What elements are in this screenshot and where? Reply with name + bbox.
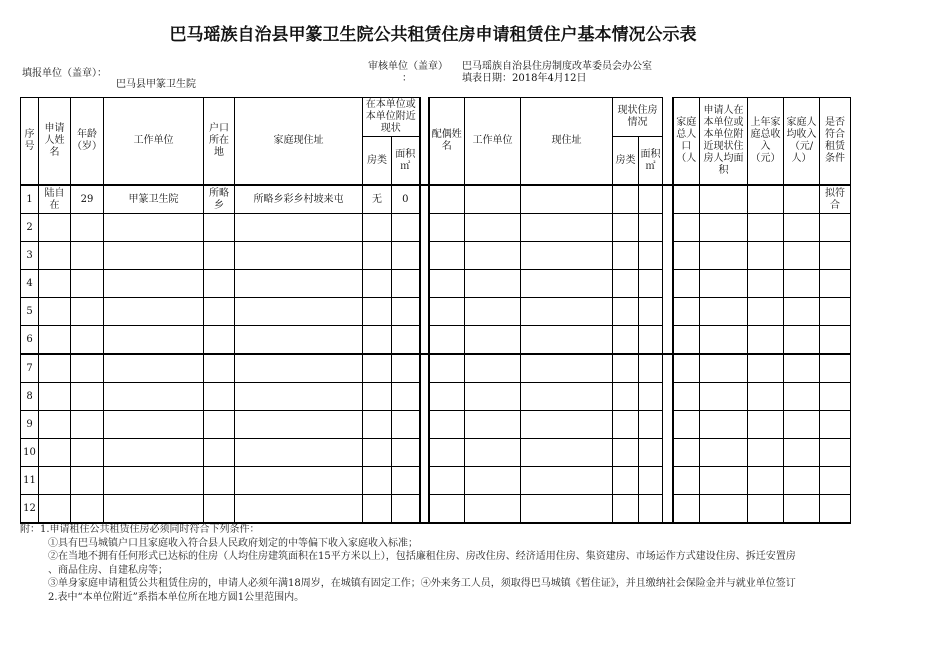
- gap: [420, 98, 429, 186]
- cell-address: [235, 411, 363, 439]
- cell-per-capita-area: [700, 326, 748, 355]
- cell-seq: 6: [21, 326, 39, 355]
- cell-area: [392, 411, 420, 439]
- gap: [663, 354, 673, 383]
- cell-per-capita-income: [784, 185, 820, 214]
- cell-age: [71, 242, 104, 270]
- cell-work: [104, 439, 204, 467]
- cell-work: [104, 214, 204, 242]
- cell-spouse-house-type: [613, 326, 639, 355]
- filler-label: 填报单位（盖章）：: [22, 68, 107, 79]
- cell-income: [748, 242, 784, 270]
- cell-area: [392, 495, 420, 524]
- cell-seq: 5: [21, 298, 39, 326]
- header-spouse: 配偶姓名: [429, 98, 465, 186]
- cell-age: [71, 439, 104, 467]
- header-area: 面积㎡: [392, 137, 420, 186]
- cell-income: [748, 495, 784, 524]
- cell-address: [235, 439, 363, 467]
- header-per-capita-income: 家庭人均收入（元/人）: [784, 98, 820, 186]
- cell-seq: 8: [21, 383, 39, 411]
- cell-spouse-address: [521, 242, 613, 270]
- cell-spouse-work: [465, 354, 521, 383]
- header-spouse-housing-group: 现状住房情况: [613, 98, 663, 137]
- cell-address: [235, 326, 363, 355]
- cell-work: [104, 326, 204, 355]
- cell-eligible: 拟符合: [820, 185, 851, 214]
- cell-spouse-address: [521, 354, 613, 383]
- gap: [663, 185, 673, 214]
- cell-family-size: [673, 439, 700, 467]
- cell-age: [71, 411, 104, 439]
- cell-spouse-house-type: [613, 298, 639, 326]
- cell-per-capita-area: [700, 439, 748, 467]
- header-hukou: 户口所在地: [204, 98, 235, 186]
- cell-work: [104, 411, 204, 439]
- cell-hukou: [204, 467, 235, 495]
- cell-spouse-house-type: [613, 185, 639, 214]
- note-line: ②在当地不拥有任何形式已达标的住房（人均住房建筑面积在15平方米以上），包括廉租住房、房改住房、经济适用住房、集资建房、市场运作方式建设住房、拆迁安置房: [48, 551, 796, 562]
- cell-house-type: [363, 439, 392, 467]
- cell-income: [748, 185, 784, 214]
- cell-address: [235, 298, 363, 326]
- gap: [420, 383, 429, 411]
- cell-spouse-house-type: [613, 242, 639, 270]
- cell-income: [748, 214, 784, 242]
- cell-area: [392, 467, 420, 495]
- gap: [420, 214, 429, 242]
- cell-spouse-area: [639, 298, 663, 326]
- gap: [663, 411, 673, 439]
- table-row: [21, 242, 851, 270]
- gap: [420, 185, 429, 214]
- cell-age: [71, 383, 104, 411]
- cell-work: [104, 270, 204, 298]
- cell-work: [104, 467, 204, 495]
- cell-address: [235, 383, 363, 411]
- cell-house-type: [363, 383, 392, 411]
- header-spouse-address: 现住址: [521, 98, 613, 186]
- notes: [20, 523, 850, 604]
- cell-spouse-area: [639, 242, 663, 270]
- cell-house-type: [363, 467, 392, 495]
- cell-income: [748, 411, 784, 439]
- cell-family-size: [673, 270, 700, 298]
- cell-per-capita-income: [784, 354, 820, 383]
- cell-family-size: [673, 298, 700, 326]
- table-row: [21, 383, 851, 411]
- cell-area: [392, 298, 420, 326]
- cell-spouse: [429, 214, 465, 242]
- cell-seq: 3: [21, 242, 39, 270]
- cell-family-size: [673, 242, 700, 270]
- cell-area: [392, 354, 420, 383]
- cell-area: [392, 242, 420, 270]
- gap: [663, 270, 673, 298]
- cell-per-capita-area: [700, 298, 748, 326]
- table-row: [21, 270, 851, 298]
- cell-work: [104, 242, 204, 270]
- cell-area: [392, 439, 420, 467]
- cell-income: [748, 270, 784, 298]
- cell-name: [39, 326, 71, 355]
- cell-eligible: [820, 298, 851, 326]
- table-row: [21, 495, 851, 524]
- gap: [420, 495, 429, 524]
- header-age: 年龄（岁）: [71, 98, 104, 186]
- header-spouse-house-type: 房类: [613, 137, 639, 186]
- cell-spouse-house-type: [613, 467, 639, 495]
- cell-name: [39, 242, 71, 270]
- cell-spouse: [429, 185, 465, 214]
- cell-eligible: [820, 495, 851, 524]
- cell-spouse: [429, 467, 465, 495]
- cell-age: [71, 298, 104, 326]
- cell-spouse-work: [465, 242, 521, 270]
- header-family-size: 家庭总人口（人: [673, 98, 700, 186]
- cell-per-capita-area: [700, 214, 748, 242]
- cell-address: [235, 214, 363, 242]
- cell-eligible: [820, 270, 851, 298]
- header-name: 申请人姓名: [39, 98, 71, 186]
- cell-spouse: [429, 326, 465, 355]
- cell-age: [71, 214, 104, 242]
- header-income: 上年家庭总收入（元）: [748, 98, 784, 186]
- fill-date: 填表日期：2018年4月12日: [462, 73, 587, 84]
- cell-spouse-house-type: [613, 411, 639, 439]
- cell-name: [39, 467, 71, 495]
- cell-spouse-work: [465, 185, 521, 214]
- cell-income: [748, 467, 784, 495]
- cell-income: [748, 354, 784, 383]
- cell-per-capita-area: [700, 185, 748, 214]
- cell-house-type: [363, 214, 392, 242]
- cell-per-capita-income: [784, 270, 820, 298]
- gap: [420, 242, 429, 270]
- cell-address: [235, 270, 363, 298]
- cell-income: [748, 439, 784, 467]
- header-address: 家庭现住址: [235, 98, 363, 186]
- cell-seq: 9: [21, 411, 39, 439]
- cell-spouse: [429, 383, 465, 411]
- cell-spouse-area: [639, 383, 663, 411]
- note-line: 、商品住房、自建私房等；: [48, 564, 168, 576]
- header-housing-group: 在本单位或本单位附近现状: [363, 98, 420, 137]
- cell-work: [104, 298, 204, 326]
- header-house-type: 房类: [363, 137, 392, 186]
- cell-seq: 2: [21, 214, 39, 242]
- cell-family-size: [673, 383, 700, 411]
- cell-area: [392, 270, 420, 298]
- header-per-capita-area: 申请人在本单位或本单位附近现状住房人均面积: [700, 98, 748, 186]
- gap: [663, 495, 673, 524]
- cell-hukou: [204, 495, 235, 524]
- cell-spouse-address: [521, 185, 613, 214]
- cell-name: [39, 298, 71, 326]
- cell-age: [71, 270, 104, 298]
- gap: [663, 326, 673, 355]
- cell-family-size: [673, 185, 700, 214]
- cell-name: [39, 354, 71, 383]
- applicant-table: [20, 97, 851, 524]
- cell-spouse-address: [521, 411, 613, 439]
- gap: [420, 467, 429, 495]
- gap: [420, 270, 429, 298]
- note-line: ①具有巴马城镇户口且家庭收入符合县人民政府划定的中等偏下收入家庭收入标准；: [48, 537, 418, 549]
- cell-income: [748, 326, 784, 355]
- cell-per-capita-area: [700, 354, 748, 383]
- cell-per-capita-area: [700, 495, 748, 524]
- cell-per-capita-income: [784, 467, 820, 495]
- cell-spouse-area: [639, 270, 663, 298]
- cell-per-capita-income: [784, 326, 820, 355]
- cell-spouse-address: [521, 326, 613, 355]
- cell-spouse: [429, 270, 465, 298]
- cell-age: [71, 495, 104, 524]
- cell-area: [392, 214, 420, 242]
- cell-spouse: [429, 242, 465, 270]
- cell-per-capita-income: [784, 242, 820, 270]
- table-row: [21, 214, 851, 242]
- cell-age: [71, 326, 104, 355]
- cell-per-capita-income: [784, 214, 820, 242]
- cell-spouse-area: [639, 411, 663, 439]
- cell-house-type: [363, 495, 392, 524]
- cell-house-type: [363, 298, 392, 326]
- reviewer-value: 巴马瑶族自治县住房制度改革委员会办公室: [462, 61, 652, 72]
- cell-family-size: [673, 495, 700, 524]
- cell-name: [39, 214, 71, 242]
- cell-per-capita-area: [700, 242, 748, 270]
- cell-eligible: [820, 214, 851, 242]
- gap: [663, 214, 673, 242]
- cell-hukou: [204, 214, 235, 242]
- cell-house-type: 无: [363, 185, 392, 214]
- cell-spouse-work: [465, 495, 521, 524]
- page-title: 巴马瑶族自治县甲篆卫生院公共租赁住房申请租赁住户基本情况公示表: [169, 25, 697, 45]
- cell-per-capita-income: [784, 298, 820, 326]
- cell-work: 甲篆卫生院: [104, 185, 204, 214]
- gap: [663, 439, 673, 467]
- cell-per-capita-income: [784, 439, 820, 467]
- cell-hukou: [204, 270, 235, 298]
- cell-spouse-area: [639, 439, 663, 467]
- cell-per-capita-area: [700, 270, 748, 298]
- gap: [420, 439, 429, 467]
- cell-family-size: [673, 326, 700, 355]
- table-row: [21, 439, 851, 467]
- cell-per-capita-income: [784, 411, 820, 439]
- gap: [420, 326, 429, 355]
- cell-spouse-address: [521, 383, 613, 411]
- cell-spouse-address: [521, 298, 613, 326]
- cell-hukou: [204, 439, 235, 467]
- cell-address: [235, 354, 363, 383]
- cell-address: [235, 495, 363, 524]
- cell-hukou: [204, 298, 235, 326]
- cell-family-size: [673, 467, 700, 495]
- cell-spouse-house-type: [613, 270, 639, 298]
- cell-eligible: [820, 242, 851, 270]
- cell-spouse-area: [639, 214, 663, 242]
- cell-name: [39, 495, 71, 524]
- cell-work: [104, 383, 204, 411]
- reviewer-label: 审核单位（盖章）: [368, 61, 448, 72]
- cell-name: 陆自在: [39, 185, 71, 214]
- cell-house-type: [363, 411, 392, 439]
- table-row: [21, 467, 851, 495]
- cell-spouse-address: [521, 439, 613, 467]
- table-row: [21, 411, 851, 439]
- gap: [663, 98, 673, 186]
- reviewer-colon: ：: [402, 73, 412, 84]
- cell-spouse-house-type: [613, 439, 639, 467]
- cell-spouse: [429, 439, 465, 467]
- cell-spouse-work: [465, 439, 521, 467]
- cell-age: [71, 354, 104, 383]
- cell-per-capita-area: [700, 411, 748, 439]
- cell-per-capita-area: [700, 383, 748, 411]
- cell-family-size: [673, 411, 700, 439]
- cell-spouse-area: [639, 326, 663, 355]
- header-work: 工作单位: [104, 98, 204, 186]
- cell-hukou: 所略乡: [204, 185, 235, 214]
- cell-hukou: [204, 242, 235, 270]
- cell-spouse: [429, 411, 465, 439]
- cell-spouse-address: [521, 495, 613, 524]
- cell-eligible: [820, 326, 851, 355]
- cell-hukou: [204, 326, 235, 355]
- cell-spouse: [429, 495, 465, 524]
- cell-spouse-address: [521, 467, 613, 495]
- cell-spouse-house-type: [613, 354, 639, 383]
- header-spouse-work: 工作单位: [465, 98, 521, 186]
- cell-house-type: [363, 242, 392, 270]
- cell-per-capita-area: [700, 467, 748, 495]
- header-spouse-area: 面积㎡: [639, 137, 663, 186]
- gap: [663, 467, 673, 495]
- cell-spouse-work: [465, 383, 521, 411]
- cell-area: [392, 383, 420, 411]
- cell-seq: 10: [21, 439, 39, 467]
- cell-spouse: [429, 298, 465, 326]
- cell-work: [104, 354, 204, 383]
- cell-spouse-work: [465, 467, 521, 495]
- cell-family-size: [673, 354, 700, 383]
- cell-spouse-house-type: [613, 383, 639, 411]
- cell-spouse-house-type: [613, 495, 639, 524]
- cell-spouse-area: [639, 354, 663, 383]
- cell-spouse-work: [465, 298, 521, 326]
- cell-spouse-work: [465, 326, 521, 355]
- cell-income: [748, 298, 784, 326]
- gap: [420, 411, 429, 439]
- cell-house-type: [363, 354, 392, 383]
- note-line: 附：1.申请租住公共租赁住房必须同时符合下列条件：: [20, 524, 260, 535]
- cell-work: [104, 495, 204, 524]
- note-line: 2.表中“本单位附近”系指本单位所在地方圆1公里范围内。: [48, 591, 305, 603]
- filler-value: 巴马县甲篆卫生院: [116, 79, 196, 90]
- cell-seq: 4: [21, 270, 39, 298]
- cell-spouse-area: [639, 467, 663, 495]
- cell-hukou: [204, 411, 235, 439]
- cell-seq: 11: [21, 467, 39, 495]
- cell-house-type: [363, 270, 392, 298]
- cell-spouse-address: [521, 270, 613, 298]
- cell-seq: 1: [21, 185, 39, 214]
- note-line: ③单身家庭申请租赁公共租赁住房的，申请人必须年满18周岁，在城镇有固定工作；④外来务工人员，须取得巴马城镇《暂住证》，并且缴纳社会保险金并与就业单位签订: [48, 578, 796, 589]
- gap: [663, 383, 673, 411]
- cell-address: [235, 467, 363, 495]
- cell-name: [39, 439, 71, 467]
- cell-per-capita-income: [784, 383, 820, 411]
- cell-spouse-work: [465, 270, 521, 298]
- cell-hukou: [204, 354, 235, 383]
- cell-age: [71, 467, 104, 495]
- cell-spouse-house-type: [613, 214, 639, 242]
- header-eligible: 是否符合租赁条件: [820, 98, 851, 186]
- table-row: [21, 185, 851, 214]
- gap: [663, 242, 673, 270]
- cell-hukou: [204, 383, 235, 411]
- cell-eligible: [820, 411, 851, 439]
- cell-address: 所略乡彩乡村坡来屯: [235, 185, 363, 214]
- cell-name: [39, 270, 71, 298]
- cell-area: 0: [392, 185, 420, 214]
- cell-house-type: [363, 326, 392, 355]
- cell-seq: 7: [21, 354, 39, 383]
- gap: [663, 298, 673, 326]
- cell-spouse: [429, 354, 465, 383]
- cell-spouse-work: [465, 214, 521, 242]
- cell-spouse-area: [639, 495, 663, 524]
- cell-per-capita-income: [784, 495, 820, 524]
- cell-eligible: [820, 467, 851, 495]
- cell-name: [39, 411, 71, 439]
- cell-name: [39, 383, 71, 411]
- table-row: [21, 326, 851, 355]
- cell-family-size: [673, 214, 700, 242]
- cell-area: [392, 326, 420, 355]
- cell-address: [235, 242, 363, 270]
- cell-eligible: [820, 439, 851, 467]
- gap: [420, 354, 429, 383]
- cell-eligible: [820, 354, 851, 383]
- cell-spouse-address: [521, 214, 613, 242]
- cell-spouse-work: [465, 411, 521, 439]
- cell-seq: 12: [21, 495, 39, 524]
- table-row: [21, 298, 851, 326]
- cell-income: [748, 383, 784, 411]
- header-seq: 序号: [21, 98, 39, 186]
- cell-eligible: [820, 383, 851, 411]
- cell-age: 29: [71, 185, 104, 214]
- gap: [420, 298, 429, 326]
- cell-spouse-area: [639, 185, 663, 214]
- table-row: [21, 354, 851, 383]
